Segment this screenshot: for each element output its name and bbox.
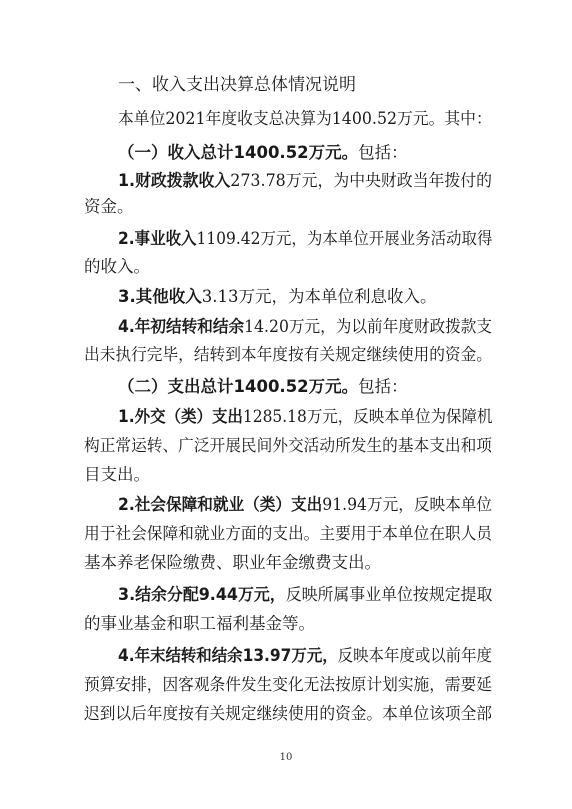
expense-item-label: 2.社会保障和就业（类）支出 xyxy=(118,495,323,514)
income-item-1-cont: 资金。 xyxy=(84,197,134,216)
income-item-label: 1.财政拨款收入 xyxy=(118,171,231,190)
expense-total-tail: 包括： xyxy=(358,377,408,396)
expense-item-text: 1285.18万元，反映本单位为保障机 xyxy=(242,407,493,426)
expense-item-1-cont: 构正常运转、广泛开展民间外交活动所发生的基本支出和项 xyxy=(84,436,492,455)
income-item-label: 3.其他收入 xyxy=(118,287,202,306)
expense-item-1 xyxy=(118,406,492,428)
income-item-text: 14.20万元，为以前年度财政拨款支 xyxy=(244,317,492,336)
expense-item-3-cont: 的事业基金和职工福利基金等。 xyxy=(84,614,315,633)
income-item-1 xyxy=(118,170,492,192)
expense-item-2 xyxy=(118,494,492,516)
intro-paragraph: 本单位2021年度收支总决算为1400.52万元。其中： xyxy=(118,109,492,128)
expense-total-title: （二）支出总计1400.52万元。 xyxy=(118,377,359,396)
expense-item-label: 1.外交（类）支出 xyxy=(118,407,243,426)
expense-item-label: 4.年末结转和结余13.97万元， xyxy=(118,646,338,665)
expense-item-text: 91.94万元，反映本单位 xyxy=(322,495,492,514)
expense-item-2-cont: 用于社会保障和就业方面的支出。主要用于本单位在职人员 xyxy=(84,524,492,543)
expense-item-2-cont2: 基本养老保险缴费、职业年金缴费支出。 xyxy=(84,553,381,572)
income-item-3 xyxy=(118,286,437,308)
expense-item-text: 反映本年度或以前年度 xyxy=(337,646,492,665)
income-total-tail: 包括： xyxy=(358,143,408,162)
income-item-4 xyxy=(118,316,492,338)
expense-item-3 xyxy=(118,584,492,606)
page-number: 10 xyxy=(279,752,293,763)
income-total-line xyxy=(118,142,408,164)
expense-item-4-cont: 预算安排，因客观条件发生变化无法按原计划实施，需要延 xyxy=(84,675,492,694)
expense-item-4 xyxy=(118,645,492,667)
income-item-4-cont: 出未执行完毕，结转到本年度按有关规定继续使用的资金。 xyxy=(84,345,492,364)
income-item-2 xyxy=(118,228,492,250)
expense-item-1-cont2: 目支出。 xyxy=(84,465,150,484)
expense-item-text: 反映所属事业单位按规定提取 xyxy=(285,585,493,604)
expense-item-4-cont2: 迟到以后年度按有关规定继续使用的资金。本单位该项全部 xyxy=(84,704,492,723)
section-heading: 一、收入支出决算总体情况说明 xyxy=(118,75,356,95)
income-item-label: 2.事业收入 xyxy=(118,229,197,248)
expense-item-label: 3.结余分配9.44万元， xyxy=(118,585,286,604)
income-total-title: （一）收入总计1400.52万元。 xyxy=(118,143,359,162)
income-item-label: 4.年初结转和结余 xyxy=(118,317,245,336)
income-item-text: 3.13万元，为本单位利息收入。 xyxy=(201,287,437,306)
expense-total-line xyxy=(118,376,408,398)
income-item-text: 1109.42万元，为本单位开展业务活动取得 xyxy=(196,229,493,248)
income-item-text: 273.78万元，为中央财政当年拨付的 xyxy=(230,171,492,190)
income-item-2-cont: 的收入。 xyxy=(84,257,150,276)
